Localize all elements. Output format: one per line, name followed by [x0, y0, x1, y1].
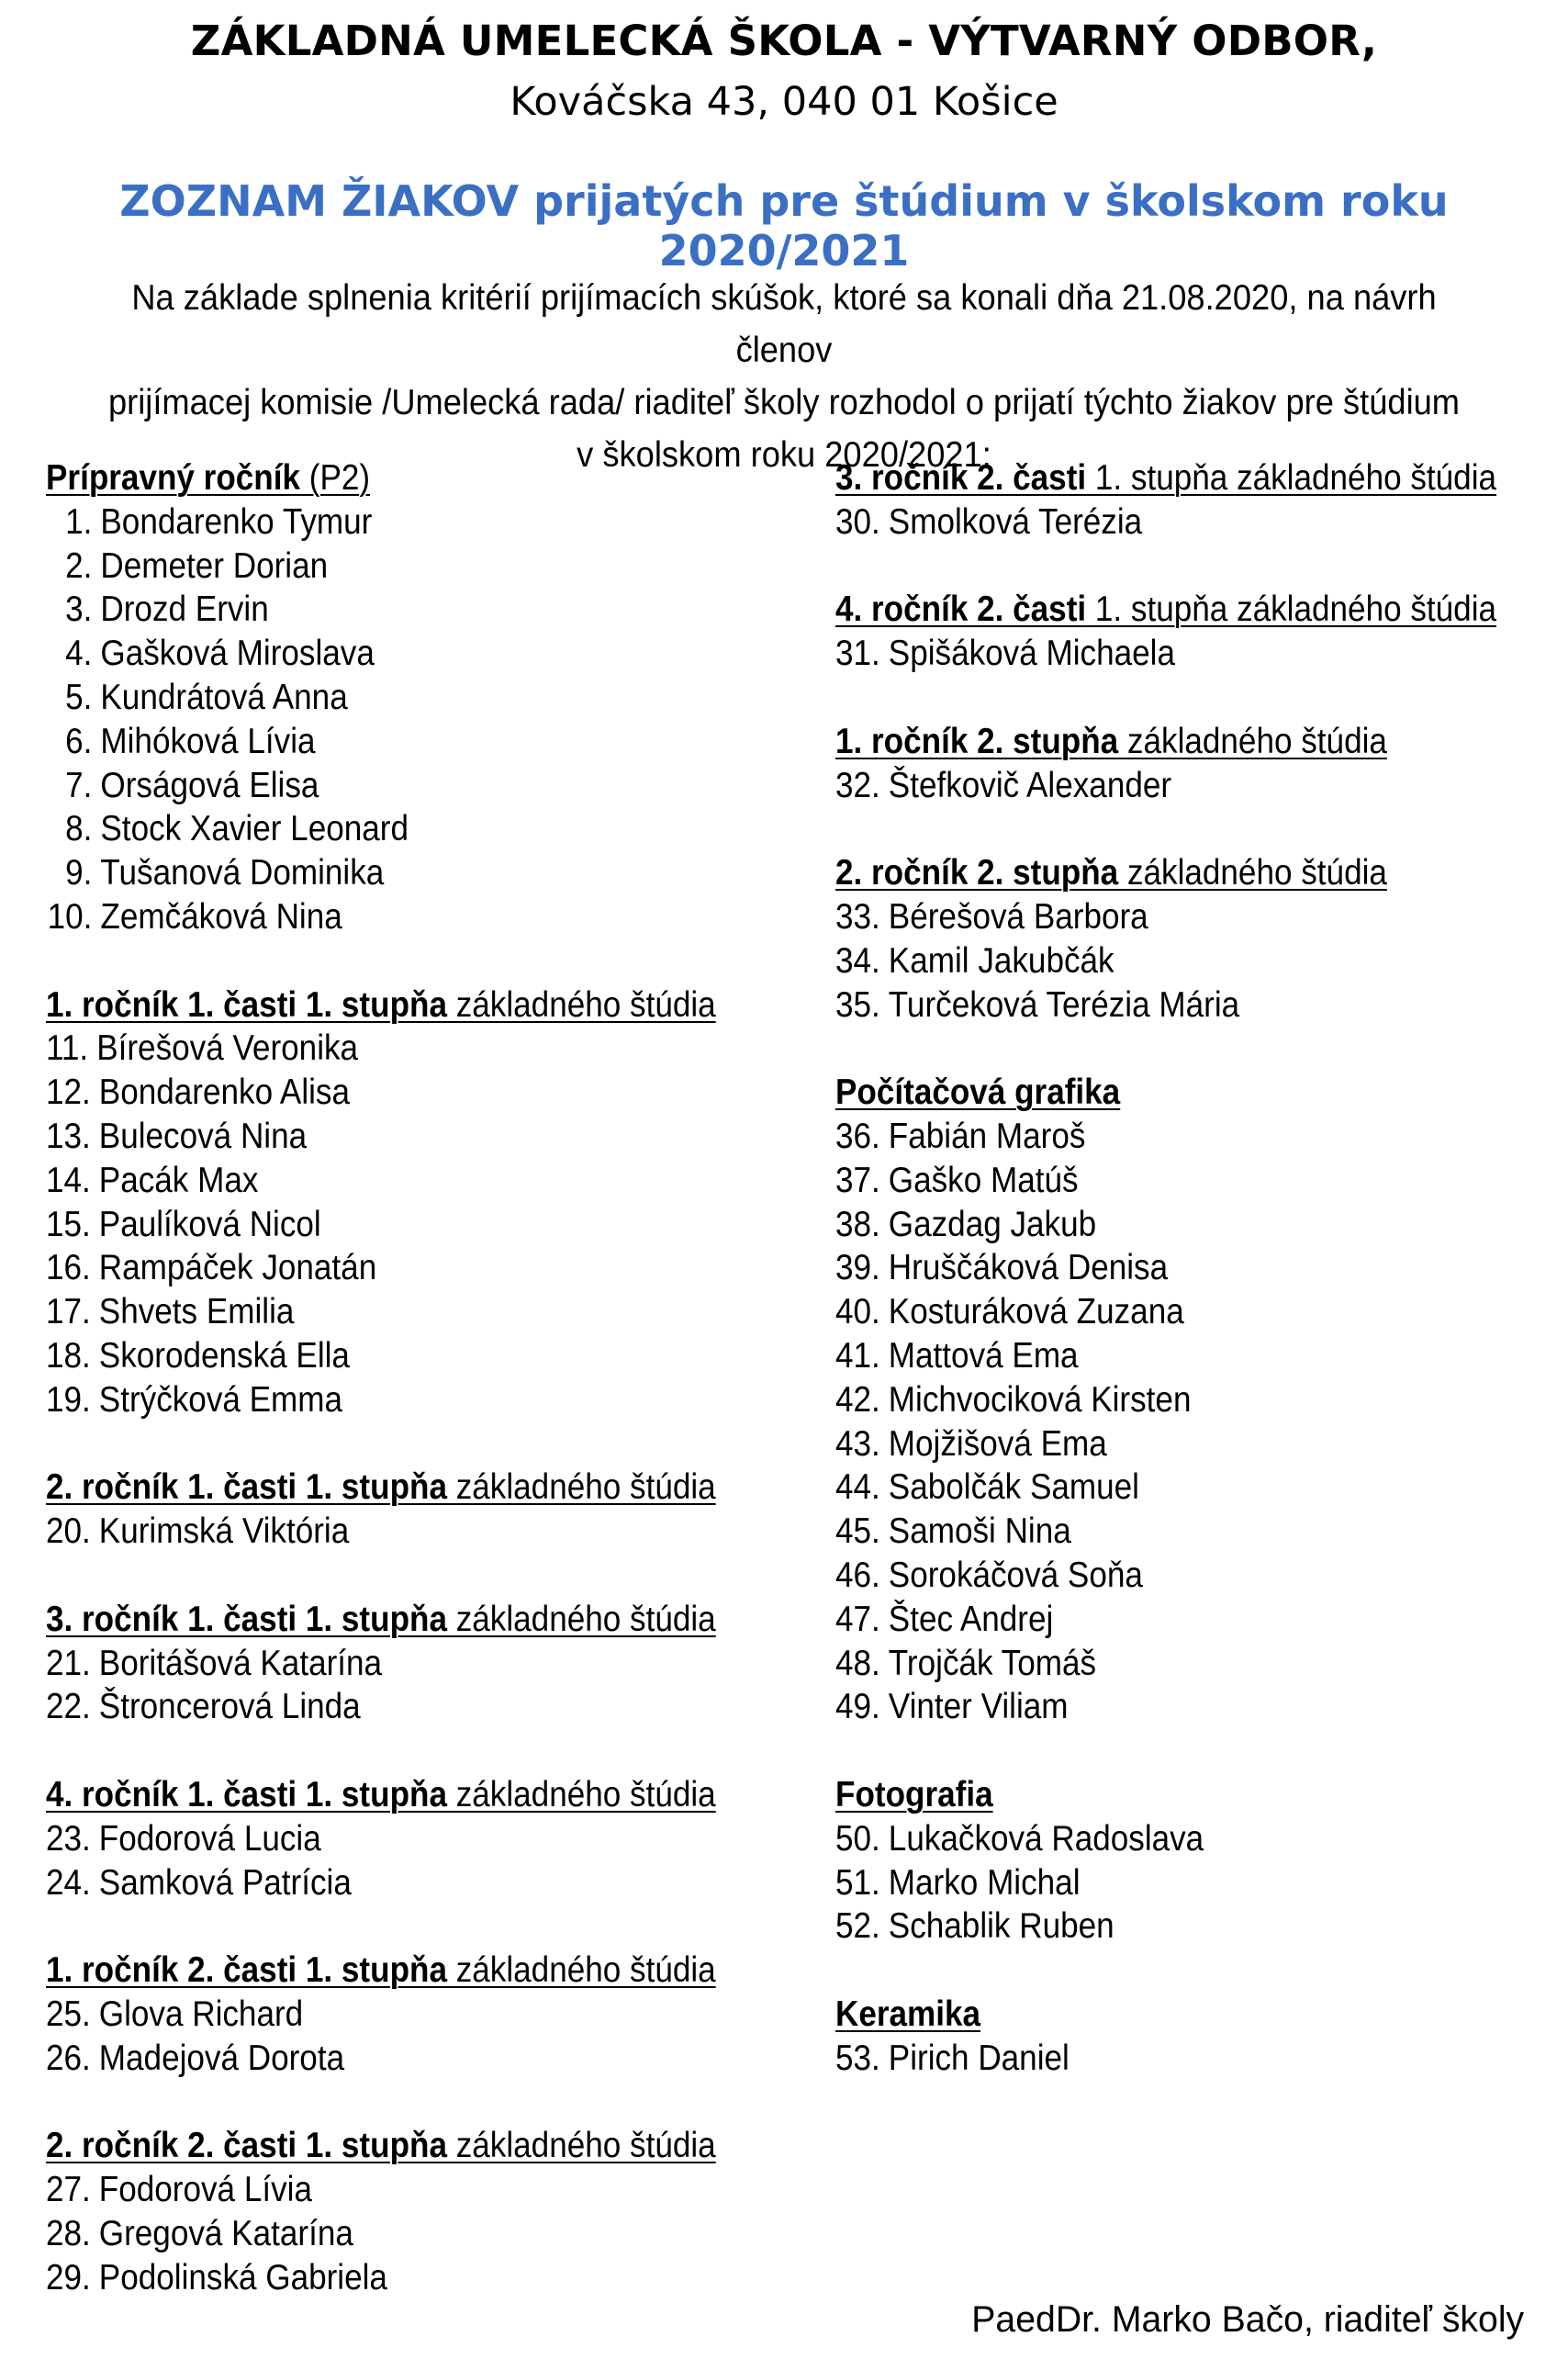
- student-name: Fabián Maroš: [888, 1116, 1086, 1156]
- student-name: Sorokáčová Soňa: [888, 1555, 1143, 1595]
- section-heading-rest: základného štúdia: [446, 1599, 716, 1639]
- student-name: Štroncerová Linda: [98, 1687, 361, 1727]
- student-number: 20.: [46, 1511, 91, 1552]
- student-number: 36.: [835, 1116, 880, 1156]
- section-heading-rest: 1. stupňa základného štúdia: [1086, 590, 1497, 630]
- student-number: 37.: [835, 1160, 880, 1200]
- student-row: [46, 720, 690, 764]
- student-number: 4.: [65, 634, 93, 674]
- school-address: Kováčska 43, 040 01 Košice: [510, 79, 1058, 125]
- student-name: Demeter Dorian: [100, 545, 329, 586]
- section-heading: [46, 1467, 716, 1507]
- student-name: Bérešová Barbora: [888, 896, 1148, 937]
- student-number: 18.: [46, 1335, 91, 1376]
- student-row: [46, 764, 690, 808]
- student-row: [46, 1246, 690, 1290]
- student-number: 50.: [835, 1818, 880, 1859]
- section-heading-bold: 2. ročník 1. časti 1. stupňa: [46, 1467, 447, 1508]
- student-name: Samoši Nina: [888, 1511, 1071, 1552]
- student-number: 33.: [835, 896, 880, 937]
- student-name: Trojčák Tomáš: [888, 1643, 1097, 1683]
- student-row: [46, 2212, 690, 2256]
- student-row: [835, 1290, 1480, 1334]
- section-heading: [835, 722, 1387, 761]
- student-name: Gašková Miroslava: [100, 634, 375, 674]
- student-row: [835, 500, 1480, 545]
- student-row: [835, 2037, 1480, 2081]
- student-name: Stock Xavier Leonard: [100, 809, 409, 849]
- student-row: [835, 939, 1480, 983]
- student-row: [835, 895, 1480, 939]
- student-name: Kosturáková Zuzana: [888, 1292, 1184, 1332]
- section-heading-bold: 1. ročník 2. časti 1. stupňa: [46, 1950, 447, 1991]
- student-number: 13.: [46, 1116, 91, 1156]
- section-heading-rest: (P2): [300, 458, 371, 498]
- student-name: Paulíková Nicol: [98, 1204, 321, 1244]
- student-name: Michvociková Kirsten: [888, 1379, 1192, 1420]
- student-name: Kurimská Viktória: [98, 1511, 350, 1552]
- section-heading-rest: základného štúdia: [446, 1950, 716, 1991]
- student-name: Samková Patrícia: [98, 1862, 352, 1903]
- student-row: [46, 895, 690, 939]
- student-row: [46, 632, 690, 676]
- student-number: 51.: [835, 1862, 880, 1903]
- student-number: 2.: [65, 545, 93, 586]
- student-row: [835, 1598, 1480, 1642]
- student-number: 39.: [835, 1248, 880, 1288]
- student-name: Glova Richard: [98, 1994, 304, 2034]
- section-heading: [46, 458, 370, 498]
- student-name: Gazdag Jakub: [888, 1204, 1097, 1244]
- student-name: Smolková Terézia: [888, 501, 1143, 542]
- section-heading: [46, 1950, 716, 1990]
- section-heading-rest: 1. stupňa základného štúdia: [1086, 458, 1497, 498]
- student-row: [46, 1290, 690, 1334]
- student-row: [835, 1422, 1480, 1466]
- student-number: 49.: [835, 1687, 880, 1727]
- section-heading-rest: základného štúdia: [446, 1774, 716, 1814]
- section-heading-bold: 3. ročník 2. časti: [835, 458, 1087, 498]
- student-row: [46, 2037, 690, 2081]
- student-number: 8.: [65, 809, 93, 849]
- student-number: 27.: [46, 2170, 91, 2210]
- section-heading-bold: Počítačová grafika: [835, 1073, 1121, 1113]
- student-number: 29.: [46, 2257, 91, 2297]
- student-number: 38.: [835, 1204, 880, 1244]
- student-row: [835, 1904, 1480, 1949]
- student-name: Sabolčák Samuel: [888, 1467, 1139, 1508]
- student-row: [46, 1817, 690, 1861]
- school-name: ZÁKLADNÁ UMELECKÁ ŠKOLA - VÝTVARNÝ ODBOR,: [190, 17, 1378, 65]
- student-name: Shvets Emilia: [98, 1292, 295, 1332]
- student-name: Strýčková Emma: [98, 1379, 343, 1420]
- student-row: [46, 2168, 690, 2212]
- student-number: 5.: [65, 677, 93, 717]
- student-number: 46.: [835, 1555, 880, 1595]
- student-number: 3.: [65, 590, 93, 630]
- student-number: 11.: [46, 1028, 89, 1069]
- student-name: Fodorová Lívia: [98, 2170, 312, 2210]
- student-name: Fodorová Lucia: [98, 1818, 321, 1859]
- section-heading: [835, 1994, 980, 2034]
- section-heading-bold: 4. ročník 1. časti 1. stupňa: [46, 1774, 447, 1814]
- student-row: [835, 1554, 1480, 1598]
- student-number: 45.: [835, 1511, 880, 1552]
- student-row: [835, 1334, 1480, 1378]
- student-row: [835, 1510, 1480, 1554]
- student-number: 32.: [835, 765, 880, 805]
- student-row: [835, 1378, 1480, 1422]
- section-heading: [46, 1775, 716, 1814]
- student-number: 24.: [46, 1862, 91, 1903]
- right-column: [835, 456, 1551, 2080]
- student-name: Bondarenko Alisa: [98, 1073, 350, 1113]
- student-row: [835, 1861, 1480, 1905]
- student-number: 14.: [46, 1160, 91, 1200]
- section-heading-bold: Prípravný ročník: [46, 458, 301, 498]
- student-number: 53.: [835, 2038, 880, 2078]
- section-heading-bold: 3. ročník 1. časti 1. stupňa: [46, 1599, 447, 1639]
- student-row: [835, 1203, 1480, 1247]
- student-name: Mojžišová Ema: [888, 1423, 1107, 1464]
- student-name: Spišáková Michaela: [888, 634, 1175, 674]
- student-row: [46, 1115, 690, 1159]
- student-number: 52.: [835, 1906, 880, 1947]
- section-heading-bold: 2. ročník 2. časti 1. stupňa: [46, 2126, 447, 2166]
- intro-paragraph: [106, 272, 1462, 481]
- student-row: [835, 1817, 1480, 1861]
- student-row: [46, 2256, 690, 2300]
- student-row: [46, 1642, 690, 1686]
- student-name: Marko Michal: [888, 1862, 1081, 1903]
- student-row: [835, 1685, 1480, 1729]
- left-column: [46, 456, 762, 2299]
- student-name: Štec Andrej: [888, 1599, 1054, 1639]
- student-name: Gregová Katarína: [98, 2213, 353, 2253]
- student-number: 1.: [65, 501, 93, 542]
- student-number: 25.: [46, 1994, 91, 2034]
- student-name: Pacák Max: [98, 1160, 259, 1200]
- student-name: Skorodenská Ella: [98, 1335, 350, 1376]
- student-number: 19.: [46, 1379, 91, 1420]
- section-heading-bold: 1. ročník 1. časti 1. stupňa: [46, 984, 447, 1025]
- student-name: Bulecová Nina: [98, 1116, 308, 1156]
- student-number: 40.: [835, 1292, 880, 1332]
- student-row: [835, 632, 1480, 676]
- student-name: Bírešová Veronika: [96, 1028, 359, 1069]
- section-heading: [46, 2126, 716, 2165]
- student-number: 22.: [46, 1687, 91, 1727]
- section-heading-rest: základného štúdia: [446, 2126, 716, 2166]
- document-title: ZOZNAM ŽIAKOV prijatých pre štúdium v školskom roku 2020/2021: [119, 176, 1449, 275]
- student-name: Kundrátová Anna: [100, 677, 348, 717]
- student-name: Orságová Elisa: [100, 765, 319, 805]
- signature: PaedDr. Marko Bačo, riaditeľ školy: [971, 2299, 1524, 2340]
- intro-line: Na základe splnenia kritérií prijímacích skúšok, ktoré sa konali dňa 21.08.2020, na návrh členov: [131, 278, 1437, 370]
- section-heading-rest: základného štúdia: [446, 984, 716, 1025]
- student-row: [46, 1203, 690, 1247]
- student-name: Lukačková Radoslava: [888, 1818, 1204, 1859]
- student-name: Zemčáková Nina: [100, 896, 342, 937]
- student-number: 35.: [835, 984, 880, 1025]
- intro-line: v školskom roku 2020/2021:: [577, 435, 991, 475]
- student-number: 31.: [835, 634, 880, 674]
- student-name: Tušanová Dominika: [100, 853, 385, 893]
- student-number: 7.: [65, 765, 93, 805]
- section-heading: [46, 1600, 716, 1639]
- student-number: 23.: [46, 1818, 91, 1859]
- student-number: 30.: [835, 501, 880, 542]
- student-row: [46, 807, 690, 851]
- student-number: 21.: [46, 1643, 91, 1683]
- student-number: 42.: [835, 1379, 880, 1420]
- student-name: Mattová Ema: [888, 1335, 1079, 1376]
- section-heading: [46, 985, 716, 1025]
- student-row: [835, 1466, 1480, 1510]
- student-name: Rampáček Jonatán: [98, 1248, 377, 1288]
- student-row: [46, 1334, 690, 1378]
- student-name: Hruščáková Denisa: [888, 1248, 1169, 1288]
- student-name: Kamil Jakubčák: [888, 940, 1114, 981]
- student-name: Madejová Dorota: [98, 2038, 345, 2078]
- student-name: Drozd Ervin: [100, 590, 269, 630]
- student-name: Podolinská Gabriela: [98, 2257, 387, 2297]
- student-row: [46, 676, 690, 720]
- student-row: [835, 1159, 1480, 1203]
- section-heading-rest: základného štúdia: [1118, 853, 1387, 893]
- student-row: [46, 545, 690, 589]
- section-heading: [835, 853, 1387, 893]
- student-number: 47.: [835, 1599, 880, 1639]
- student-number: 26.: [46, 2038, 91, 2078]
- student-number: 12.: [46, 1073, 91, 1113]
- student-name: Bondarenko Tymur: [100, 501, 373, 542]
- student-name: Schablik Ruben: [888, 1906, 1114, 1947]
- student-name: Mihóková Lívia: [100, 721, 316, 761]
- section-heading-bold: 4. ročník 2. časti: [835, 590, 1087, 630]
- student-row: [835, 983, 1480, 1028]
- student-row: [46, 1861, 690, 1905]
- student-row: [46, 1685, 690, 1729]
- student-row: [835, 764, 1480, 808]
- student-row: [835, 1642, 1480, 1686]
- student-number: 16.: [46, 1248, 91, 1288]
- student-number: 10.: [47, 896, 93, 937]
- student-name: Vinter Viliam: [888, 1687, 1069, 1727]
- section-heading: [835, 1775, 993, 1814]
- student-row: [46, 1027, 690, 1071]
- student-row: [835, 1115, 1480, 1159]
- student-number: 28.: [46, 2213, 91, 2253]
- student-row: [46, 1159, 690, 1203]
- student-number: 9.: [65, 853, 93, 893]
- section-heading: [835, 1073, 1120, 1112]
- student-name: Gaško Matúš: [888, 1160, 1079, 1200]
- student-number: 41.: [835, 1335, 880, 1376]
- student-row: [46, 1993, 690, 2037]
- student-name: Štefkovič Alexander: [888, 765, 1172, 805]
- student-number: 48.: [835, 1643, 880, 1683]
- section-heading-bold: 2. ročník 2. stupňa: [835, 853, 1119, 893]
- student-number: 44.: [835, 1467, 880, 1508]
- student-number: 43.: [835, 1423, 880, 1464]
- student-number: 6.: [65, 721, 93, 761]
- student-row: [46, 588, 690, 632]
- student-row: [46, 851, 690, 895]
- student-name: Boritášová Katarína: [98, 1643, 383, 1683]
- student-number: 15.: [46, 1204, 91, 1244]
- student-row: [835, 1246, 1480, 1290]
- intro-line: prijímacej komisie /Umelecká rada/ riaditeľ školy rozhodol o prijatí týchto žiakov pre štúdium: [107, 383, 1461, 422]
- student-row: [46, 1071, 690, 1115]
- student-row: [46, 1510, 690, 1554]
- student-name: Turčeková Terézia Mária: [888, 984, 1240, 1025]
- section-heading-bold: 1. ročník 2. stupňa: [835, 721, 1119, 761]
- section-heading: [835, 590, 1496, 629]
- student-row: [46, 1378, 690, 1422]
- student-number: 17.: [46, 1292, 91, 1332]
- section-heading-bold: Keramika: [835, 1994, 981, 2034]
- section-heading-rest: základného štúdia: [1118, 721, 1387, 761]
- section-heading-bold: Fotografia: [835, 1774, 993, 1814]
- student-number: 34.: [835, 940, 880, 981]
- section-heading-rest: základného štúdia: [446, 1467, 716, 1508]
- section-heading: [835, 458, 1496, 498]
- student-row: [46, 500, 690, 545]
- student-name: Pirich Daniel: [888, 2038, 1070, 2078]
